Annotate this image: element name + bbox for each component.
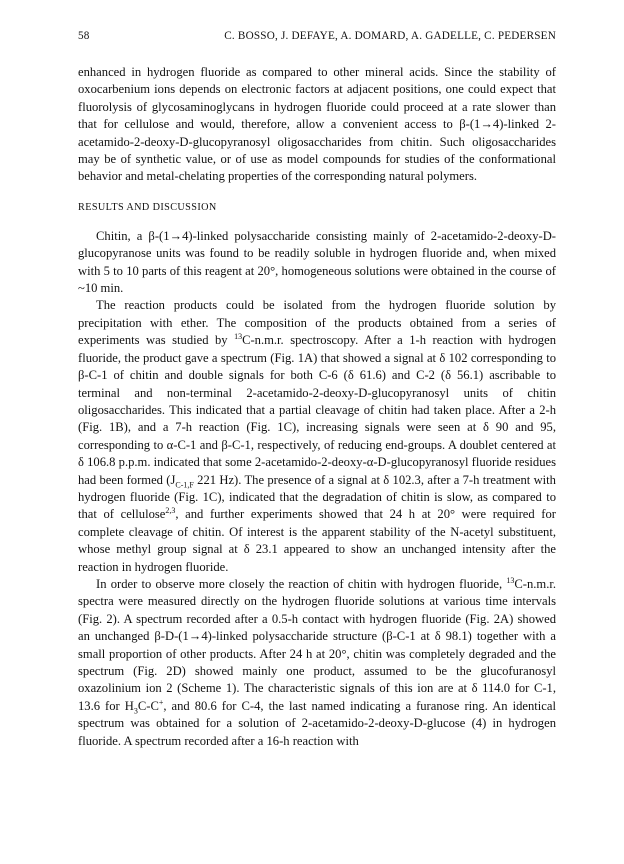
paragraph-2-text-a: The reaction products could be isolated from the hydrogen fluoride solution by precipitation with ether. The composition of the products obtained from a series of experiments was studied by	[78, 298, 556, 348]
page-number: 58	[78, 30, 90, 42]
paragraph-3-text-a: In order to observe more closely the reaction of chitin with hydrogen fluoride,	[96, 576, 507, 591]
paragraph-chitin-solubility: Chitin, a β-(1→4)-linked polysaccharide consisting mainly of 2-acetamido-2-deoxy-D-glucopyranose units was found to be readily soluble in hydrogen fluoride and, when mixed with 5 to 10 parts of this reagent at 20°, homogeneous solutions were obtained in the course of ~10 min.	[78, 228, 556, 296]
paragraph-nmr-spectra	[78, 576, 556, 750]
intro-paragraph	[78, 64, 556, 186]
paragraph-reaction-products	[78, 297, 556, 576]
coupling-subscript: C-1,F	[175, 480, 194, 490]
reference-superscript: 2,3	[165, 506, 176, 516]
paragraph-3-text-c: C-C	[137, 698, 159, 713]
article-body	[78, 228, 556, 750]
paragraph-3-text-d: , and 80.6 for C-4, the last named indicating a furanose ring. An identical spectrum was obtained for a solution of 2-acetamido-2-deoxy-D-glucose (4) in hydrogen fluoride. A spectrum recorded after a 16-h reaction with	[78, 698, 556, 748]
methyl-subscript: 3	[133, 706, 138, 716]
paragraph-2-text-c: 221 Hz). The presence of a signal at δ 102.3, after a 7-h treatment with hydrogen fluoride (Fig. 1C), indicated that the degradation of chitin is slow, as compared to that of cellulose	[78, 472, 556, 522]
charge-superscript: +	[158, 697, 164, 707]
paragraph-2-text-b: C-n.m.r. spectroscopy. After a 1-h reaction with hydrogen fluoride, the product gave a spectrum (Fig. 1A) that showed a signal at δ 102 corresponding to β-C-1 of chitin and double signals for both C-6 (δ 61.6) and C-2 (δ 56.1) ascribable to terminal and non-terminal 2-acetamido-2-deoxy-D-glucopyranosyl units of chitin oligosaccharides. This indicated that a partial cleavage of chitin had taken place. After a 2-h (Fig. 1B), and a 7-h reaction (Fig. 1C), increasing signals were seen at δ 90 and 95, corresponding to α-C-1 and β-C-1, respectively, of reducing end-groups. A doublet centered at δ 106.8 p.p.m. indicated that some 2-acetamido-2-deoxy-α-D-glucopyranosyl fluoride residues had been formed (J	[78, 333, 556, 487]
journal-page	[78, 30, 556, 750]
intro-paragraph-text: enhanced in hydrogen fluoride as compared to other mineral acids. Since the stability of oxocarbenium ions depends on electronic factors at adjacent positions, one could expect that fluorolysis of glycosaminoglycans in hydrogen fluoride could proceed at a rate slower than that for cellulose and would, therefore, allow a convenient access to β-(1→4)-linked 2-acetamido-2-deoxy-D-glucopyranosyl oligosaccharides from chitin. Such oligosaccharides may be of synthetic value, or of use as model compounds for studies of the conformational behavior and metal-chelating properties of the corresponding natural polymers.	[78, 65, 556, 184]
isotope-superscript: 13	[234, 332, 243, 342]
running-header	[78, 30, 556, 52]
paragraph-2-text-d: , and further experiments showed that 24 h at 20° were required for complete cleavage of chitin. Of interest is the apparent stability of the N-acetyl substituent, whose methyl group signal at δ 23.1 appeared to show an unchanged intensity after the reaction in hydrogen fluoride.	[78, 507, 556, 574]
paragraph-3-text-b: C-n.m.r. spectra were measured directly on the hydrogen fluoride solutions at various time intervals (Fig. 2). A spectrum recorded after a 0.5-h contact with hydrogen fluoride (Fig. 2A) showed an unchanged β-D-(1→4)-linked polysaccharide structure (β-C-1 at δ 98.1) together with a small proportion of other products. After 24 h at 20°, chitin was completely degraded and the spectrum (Fig. 2D) showed mainly one product, assumed to be the glucofuranosyl oxazolinium ion 2 (Scheme 1). The characteristic signals of this ion are at δ 114.0 for C-1, 13.6 for H	[78, 576, 556, 713]
running-header-authors: C. BOSSO, J. DEFAYE, A. DOMARD, A. GADELLE, C. PEDERSEN	[224, 30, 556, 42]
section-heading: RESULTS AND DISCUSSION	[78, 201, 217, 213]
isotope-superscript: 13	[506, 575, 515, 585]
